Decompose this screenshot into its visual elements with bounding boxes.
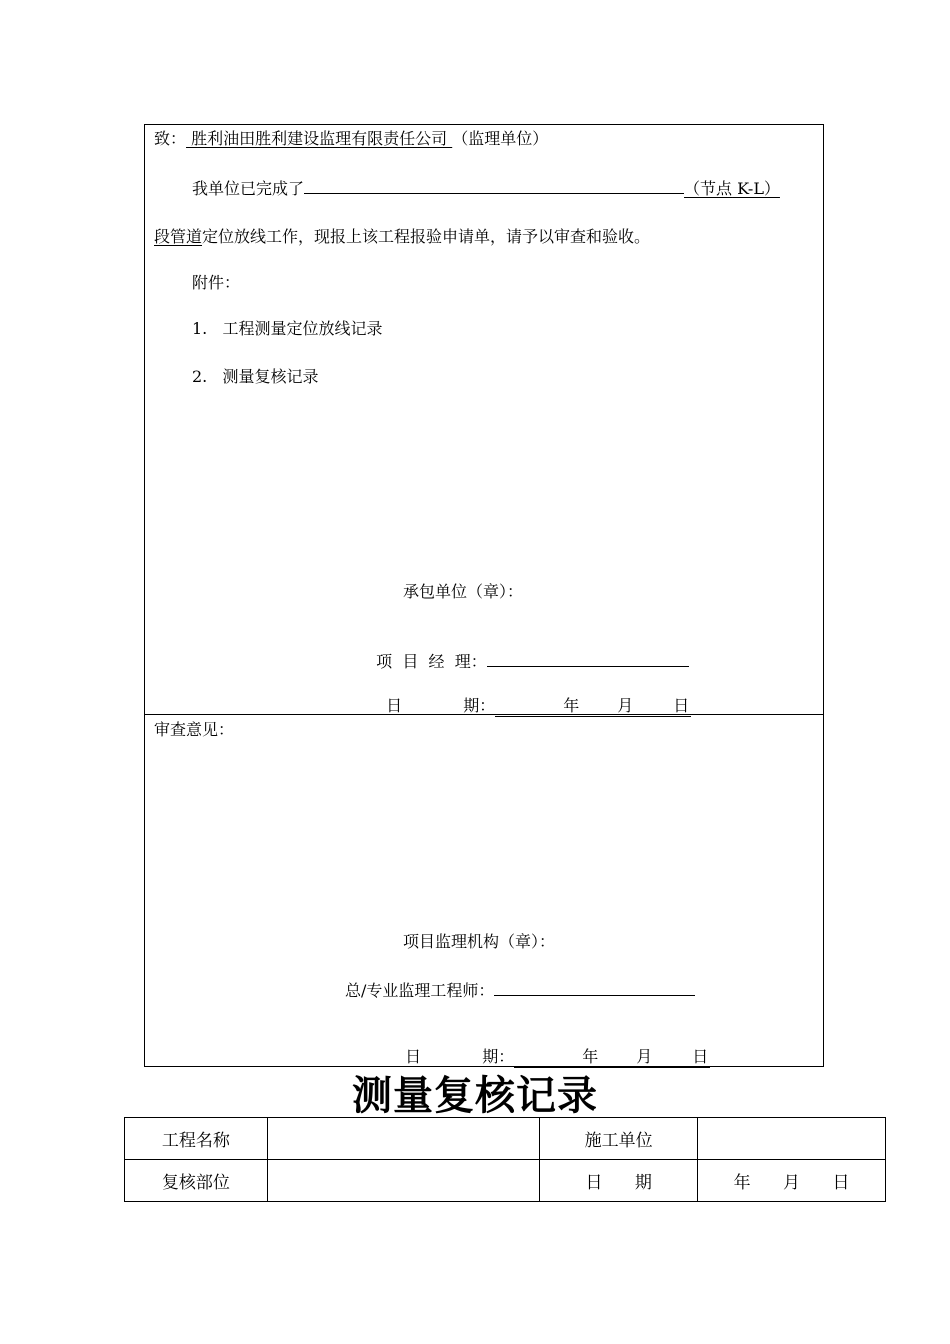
contractor-date-line bbox=[376, 676, 691, 717]
pm-line bbox=[366, 629, 689, 672]
recipient-org: 胜利油田胜利建设监理有限责任公司 bbox=[186, 129, 453, 148]
date-day: 日 bbox=[673, 696, 690, 715]
completion-rest: 定位放线工作，现报上该工程报验申请单，请予以审查和验收。 bbox=[202, 227, 651, 246]
record-table bbox=[124, 1117, 886, 1202]
engineer-label: 总/专业监理工程师： bbox=[345, 981, 495, 1000]
review-date-label: 日 期： bbox=[405, 1047, 515, 1066]
review-date-day: 日 bbox=[692, 1047, 709, 1066]
recipient-label: 致： bbox=[154, 129, 187, 148]
recipient-role: （监理单位） bbox=[452, 129, 549, 148]
pipeline-segment: 段管道 bbox=[154, 227, 203, 246]
recipient-line bbox=[154, 129, 548, 149]
engineer-line bbox=[345, 978, 695, 1001]
pm-signature-blank[interactable] bbox=[487, 649, 689, 667]
contractor-date-blank[interactable] bbox=[495, 696, 691, 717]
review-date-month: 月 bbox=[636, 1047, 653, 1066]
check-part-label: 复核部位 bbox=[125, 1160, 268, 1202]
table-row bbox=[125, 1118, 886, 1160]
completion-line bbox=[192, 176, 780, 199]
check-part-cell[interactable] bbox=[267, 1160, 540, 1202]
contractor-date-label: 日 期： bbox=[386, 696, 496, 715]
date-month: 月 bbox=[617, 696, 634, 715]
node-label-b: K-L） bbox=[732, 179, 780, 198]
pm-label: 项 目 经 理： bbox=[376, 652, 487, 671]
construction-unit-label: 施工单位 bbox=[540, 1118, 698, 1160]
attachment-item-1: 1. 工程测量定位放线记录 bbox=[192, 319, 383, 338]
review-date-year: 年 bbox=[582, 1047, 599, 1066]
supervision-seal-label: 项目监理机构（章）： bbox=[403, 932, 556, 951]
record-date-label: 日 期 bbox=[540, 1160, 698, 1202]
date-year: 年 bbox=[563, 696, 580, 715]
attachment-item-2: 2. 测量复核记录 bbox=[192, 367, 319, 386]
construction-unit-cell[interactable] bbox=[698, 1118, 886, 1160]
attachment-label: 附件： bbox=[192, 273, 241, 292]
completion-prefix: 我单位已完成了 bbox=[192, 179, 305, 198]
record-title: 测量复核记录 bbox=[352, 1072, 598, 1119]
review-date-line bbox=[395, 1027, 710, 1068]
project-name-cell[interactable] bbox=[267, 1118, 540, 1160]
completion-line-2 bbox=[154, 227, 650, 247]
record-date-cell[interactable]: 年 月 日 bbox=[698, 1160, 886, 1202]
work-blank[interactable] bbox=[304, 176, 684, 194]
review-date-blank[interactable] bbox=[514, 1047, 710, 1068]
table-row bbox=[125, 1160, 886, 1202]
project-name-label: 工程名称 bbox=[125, 1118, 268, 1160]
contractor-seal-label: 承包单位（章）： bbox=[403, 582, 524, 601]
review-opinion-label: 审查意见： bbox=[154, 720, 235, 739]
node-label-a: （节点 bbox=[684, 179, 733, 198]
engineer-signature-blank[interactable] bbox=[494, 978, 695, 996]
